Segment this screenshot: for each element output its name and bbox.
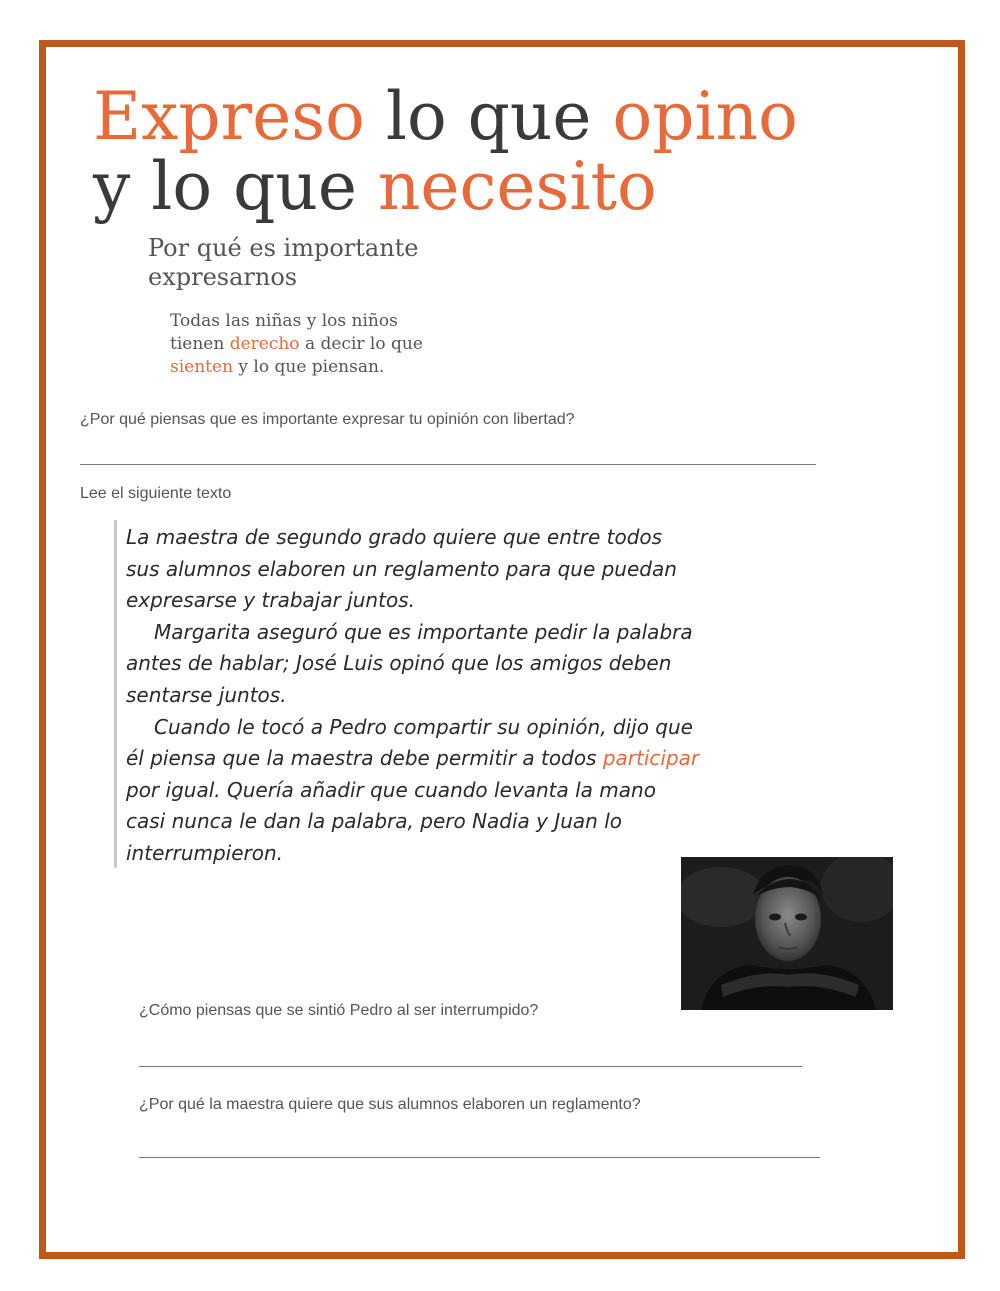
title-line-1	[93, 78, 798, 155]
intro-highlight-derecho: derecho	[229, 334, 300, 354]
intro-line-1: Todas las niñas y los niños	[170, 311, 398, 331]
intro-text	[170, 310, 423, 379]
answer-line-2[interactable]	[139, 1066, 802, 1067]
title-word-expreso: Expreso	[93, 78, 365, 155]
story-line: La maestra de segundo grado quiere que entre todos	[126, 525, 663, 549]
story-line: casi nunca le dan la palabra, pero Nadia y Juan lo	[126, 809, 622, 834]
story-line: sentarse juntos.	[126, 682, 287, 707]
story-sidebar-rule	[114, 520, 117, 868]
story-highlight-participar: participar	[602, 746, 700, 771]
intro-highlight-sienten: sienten	[170, 357, 234, 377]
subtitle	[148, 234, 419, 292]
story-line: sus alumnos elaboren un reglamento para que puedan	[126, 556, 677, 581]
story-line: antes de hablar; José Luis opinó que los amigos deben	[126, 651, 672, 676]
story-line: Cuando le tocó a Pedro compartir su opinión, dijo que	[154, 714, 693, 739]
read-instruction: Lee el siguiente texto	[80, 485, 232, 502]
subtitle-line-1: Por qué es importante	[148, 234, 419, 262]
intro-text-segment: tienen	[170, 334, 230, 354]
title-words-y-lo-que: y lo que	[93, 148, 378, 225]
title-line-2	[93, 148, 657, 225]
story-line: por igual. Quería añadir que cuando levanta la mano	[126, 777, 656, 802]
story-text	[126, 522, 816, 870]
question-3: ¿Por qué la maestra quiere que sus alumnos elaboren un reglamento?	[139, 1096, 641, 1113]
story-line: interrumpieron.	[126, 840, 284, 865]
title-words-lo-que: lo que	[364, 78, 613, 155]
story-line: expresarse y trabajar juntos.	[126, 588, 415, 613]
boy-photo	[681, 857, 893, 1010]
subtitle-line-2: expresarnos	[148, 263, 298, 291]
question-1: ¿Por qué piensas que es importante expresar tu opinión con libertad?	[80, 411, 575, 428]
title-word-opino: opino	[612, 78, 798, 155]
story-text-segment: él piensa que la maestra debe permitir a todos	[126, 746, 603, 771]
answer-line-1[interactable]	[80, 464, 816, 465]
intro-text-segment: a decir lo que	[299, 334, 423, 354]
story-line	[126, 743, 816, 775]
answer-line-3[interactable]	[139, 1157, 820, 1158]
title-word-necesito: necesito	[377, 148, 657, 225]
boy-photo-illustration	[681, 857, 893, 1010]
intro-line-2	[170, 333, 423, 356]
intro-line-3	[170, 356, 423, 379]
question-2: ¿Cómo piensas que se sintió Pedro al ser interrumpido?	[139, 1002, 539, 1019]
intro-text-segment: y lo que piensan.	[233, 357, 385, 377]
story-line: Margarita aseguró que es importante pedir la palabra	[154, 619, 693, 644]
